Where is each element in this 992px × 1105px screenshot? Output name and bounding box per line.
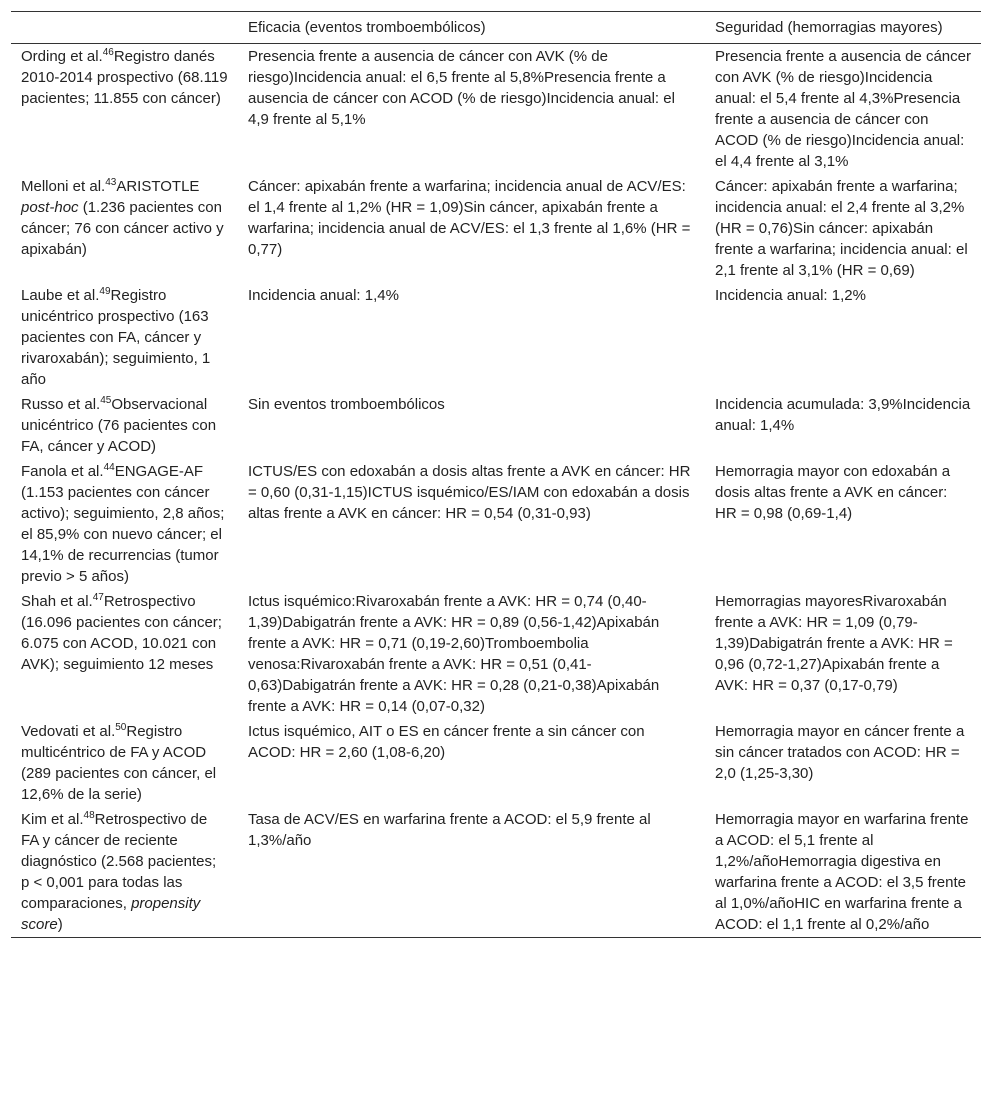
safety-cell: Hemorragia mayor en cáncer frente a sin cáncer tratados con ACOD: HR = 2,0 (1,25-3,30) [715,723,965,782]
study-description: Registro multicéntrico de FA y ACOD (289 pacientes con cáncer, el 12,6% de la serie) [21,723,217,803]
table-row [11,174,981,283]
safety-cell: Cáncer: apixabán frente a warfarina; incidencia anual: el 2,4 frente al 3,2% (HR = 0,76)Sin cáncer: apixabán frente a warfarina; incidencia anual: el 2,1 frente al 3,1% (HR = 0,69) [715,178,968,279]
reference-number: 45 [100,395,112,406]
reference-number: 47 [92,592,104,603]
study-description: Registro danés 2010-2014 prospectivo (68.119 pacientes; 11.855 con cáncer) [21,48,228,107]
reference-number: 44 [103,462,115,473]
study-description: Retrospectivo (16.096 pacientes con cáncer; 6.075 con ACOD, 10.021 con AVK); seguimiento 12 meses [21,593,222,673]
efficacy-cell: Incidencia anual: 1,4% [248,287,399,304]
table-row [11,807,981,938]
study-authors: Vedovati et al. [21,723,116,740]
study-cell [11,283,238,392]
study-cell [11,459,238,589]
reference-number: 50 [115,722,127,733]
efficacy-cell: Ictus isquémico, AIT o ES en cáncer frente a sin cáncer con ACOD: HR = 2,60 (1,08-6,20) [248,723,645,761]
reference-number: 48 [83,810,95,821]
study-authors: Ording et al. [21,48,103,65]
efficacy-cell: Ictus isquémico:Rivaroxabán frente a AVK: HR = 0,74 (0,40-1,39)Dabigatrán frente a AVK: HR = 0,89 (0,56-1,42)Apixabán frente a AVK: HR = 0,71 (0,19-2,60)Tromboembolia venosa:Rivaroxabán frente a AVK: HR = 0,51 (0,41-0,63)Dabigatrán frente a AVK: HR = 0,28 (0,21-0,38)Apixabán frente a AVK: HR = 0,14 (0,07-0,32) [248,593,660,715]
safety-cell: Hemorragia mayor en warfarina frente a ACOD: el 5,1 frente al 1,2%/añoHemorragia digestiva en warfarina frente a ACOD: el 3,5 frente al 1,0%/añoHIC en warfarina frente a ACOD: el 1,1 frente al 0,2%/año [715,811,969,933]
safety-cell: Presencia frente a ausencia de cáncer con AVK (% de riesgo)Incidencia anual: el 5,4 frente al 4,3%Presencia frente a ausencia de cáncer con ACOD (% de riesgo)Incidencia anual: el 4,4 frente al 3,1% [715,48,971,170]
study-authors: Fanola et al. [21,463,104,480]
study-description: ENGAGE-AF (1.153 pacientes con cáncer activo); seguimiento, 2,8 años; el 85,9% con nuevo cáncer; el 14,1% de recurrencias (tumor previo > 5 años) [21,463,225,585]
table-row [11,589,981,719]
header-row [11,12,981,44]
study-cell [11,174,238,283]
header-study [11,12,238,44]
efficacy-cell: ICTUS/ES con edoxabán a dosis altas frente a AVK en cáncer: HR = 0,60 (0,31-1,15)ICTUS isquémico/ES/IAM con edoxabán a dosis altas frente a AVK en cáncer: HR = 0,54 (0,31-0,93) [248,463,691,522]
study-authors: Kim et al. [21,811,84,828]
study-description: Registro unicéntrico prospectivo (163 pacientes con FA, cáncer y rivaroxabán); seguimiento, 1 año [21,287,211,388]
study-description: Observacional unicéntrico (76 pacientes con FA, cáncer y ACOD) [21,396,217,455]
table-row [11,392,981,459]
table-row [11,719,981,807]
study-italic: propensity score [21,895,201,933]
study-authors: Russo et al. [21,396,101,413]
efficacy-cell: Sin eventos tromboembólicos [248,396,445,413]
study-description: ARISTOTLE [116,178,200,195]
study-authors: Melloni et al. [21,178,106,195]
study-authors: Shah et al. [21,593,93,610]
table-row [11,283,981,392]
efficacy-cell: Cáncer: apixabán frente a warfarina; incidencia anual de ACV/ES: el 1,4 frente al 1,2% (HR = 1,09)Sin cáncer, apixabán frente a warfarina; incidencia anual de ACV/ES: el 1,3 frente al 1,6% (HR = 0,77) [248,178,691,258]
study-description: Retrospectivo de FA y cáncer de reciente diagnóstico (2.568 pacientes; p < 0,001 para todas las comparaciones, [21,811,217,912]
study-italic: post-hoc [21,199,79,216]
reference-number: 49 [99,286,111,297]
safety-cell: Incidencia anual: 1,2% [715,287,866,304]
study-tail: (1.236 pacientes con cáncer; 76 con cáncer activo y apixabán) [21,199,224,258]
reference-number: 46 [102,47,114,58]
header-safety: Seguridad (hemorragias mayores) [715,19,943,36]
safety-cell: Hemorragias mayoresRivaroxabán frente a AVK: HR = 1,09 (0,79-1,39)Dabigatrán frente a AVK: HR = 0,96 (0,72-1,27)Apixabán frente a AVK: HR = 0,37 (0,17-0,79) [715,593,953,694]
study-tail: ) [57,916,63,933]
evidence-table [11,11,981,938]
study-cell [11,392,238,459]
study-authors: Laube et al. [21,287,100,304]
efficacy-cell: Presencia frente a ausencia de cáncer con AVK (% de riesgo)Incidencia anual: el 6,5 frente al 5,8%Presencia frente a ausencia de cáncer con ACOD (% de riesgo)Incidencia anual: el 4,9 frente al 5,1% [248,48,675,128]
safety-cell: Incidencia acumulada: 3,9%Incidencia anual: 1,4% [715,396,971,434]
study-cell [11,589,238,719]
reference-number: 43 [105,177,117,188]
study-cell [11,44,238,175]
table-row [11,44,981,175]
efficacy-cell: Tasa de ACV/ES en warfarina frente a ACOD: el 5,9 frente al 1,3%/año [248,811,651,849]
header-efficacy: Eficacia (eventos tromboembólicos) [248,19,486,36]
table-row [11,459,981,589]
study-cell [11,719,238,807]
safety-cell: Hemorragia mayor con edoxabán a dosis altas frente a AVK en cáncer: HR = 0,98 (0,69-1,4) [715,463,951,522]
study-cell [11,807,238,938]
